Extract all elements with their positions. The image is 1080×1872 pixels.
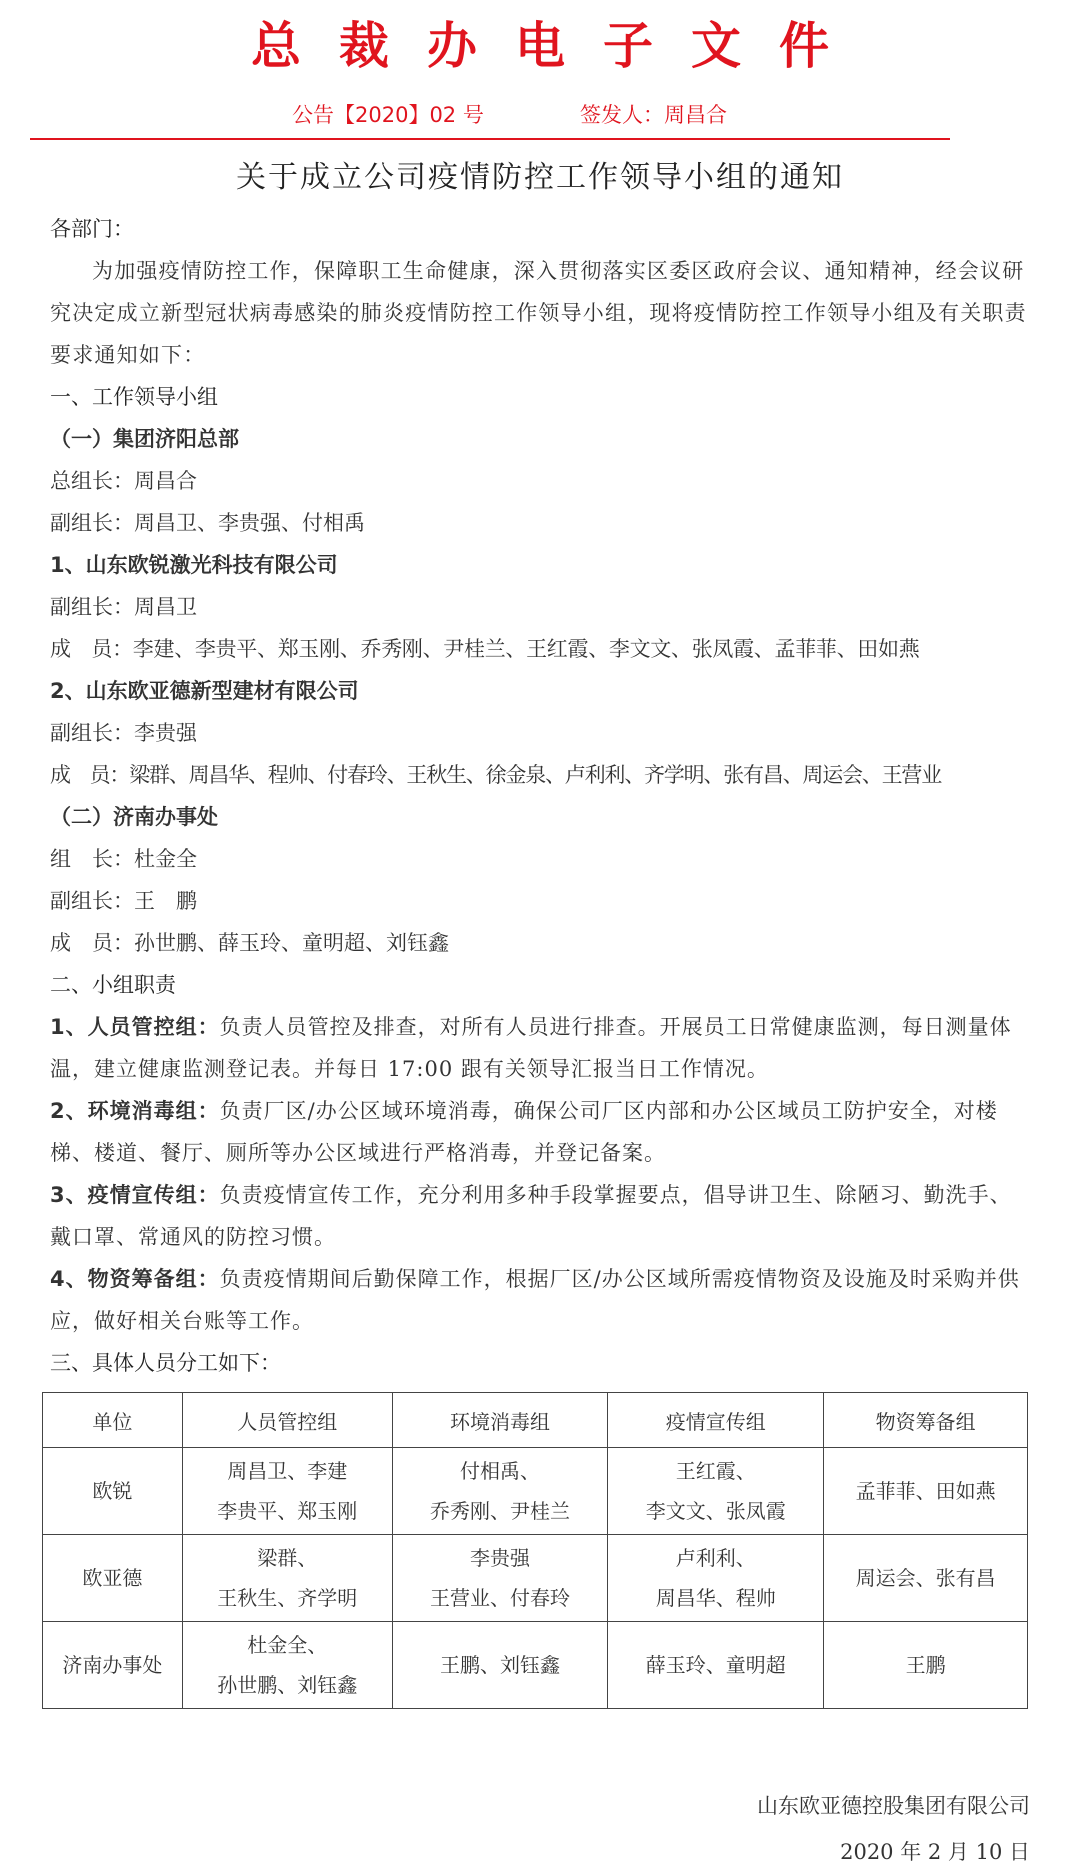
duty-item-3 <box>50 1174 1030 1258</box>
table-header-cell: 疫情宣传组 <box>608 1393 824 1448</box>
duty-label-2: 2、环境消毒组： <box>50 1099 220 1123</box>
notice-number: 公告【2020】02 号 <box>292 103 484 127</box>
duty-text-1: 负责人员管控及排查，对所有人员进行排查。开展员工日常健康监测，每日测量体温，建立健康监测登记表。并每日 17:00 跟有关领导汇报当日工作情况。 <box>50 1015 1012 1081</box>
table-cell <box>824 1535 1028 1622</box>
cell-line: 王营业、付春玲 <box>430 1586 571 1610</box>
table-cell <box>182 1448 392 1535</box>
cell-line: 梁群、 <box>257 1546 318 1570</box>
hq-deputy: 副组长：周昌卫、李贵强、付相禹 <box>50 511 365 535</box>
duty-label-1: 1、人员管控组： <box>50 1015 220 1039</box>
company1-members: 成 员：李建、李贵平、郑玉刚、乔秀刚、尹桂兰、王红霞、李文文、张凤霞、孟菲菲、田如燕 <box>50 637 920 661</box>
cell-line: 周运会、张有昌 <box>855 1566 996 1590</box>
cell-line: 薛玉玲、童明超 <box>645 1653 786 1677</box>
duty-item-1 <box>50 1006 1030 1090</box>
cell-line: 王秋生、齐学明 <box>217 1586 358 1610</box>
table-header-cell: 人员管控组 <box>182 1393 392 1448</box>
cell-line: 王鹏、刘钰鑫 <box>440 1653 561 1677</box>
table-cell <box>608 1622 824 1709</box>
duty-text-4: 负责疫情期间后勤保障工作，根据厂区/办公区域所需疫情物资及设施及时采购并供应，做好相关台账等工作。 <box>50 1267 1020 1333</box>
table-cell <box>608 1535 824 1622</box>
cell-line: 孟菲菲、田如燕 <box>855 1479 996 1503</box>
cell-line: 付相禹、 <box>460 1459 541 1483</box>
document-header-title: 总裁办电子文件 <box>251 17 867 75</box>
table-cell <box>608 1448 824 1535</box>
duty-label-3: 3、疫情宣传组： <box>50 1183 220 1207</box>
company2-heading: 2、山东欧亚德新型建材有限公司 <box>50 679 359 703</box>
cell-line: 王红霞、 <box>675 1459 756 1483</box>
table-cell <box>392 1448 608 1535</box>
section3-heading: 三、具体人员分工如下： <box>50 1351 281 1375</box>
cell-line: 卢利利、 <box>675 1546 756 1570</box>
company2-members: 成 员：梁群、周昌华、程帅、付春玲、王秋生、徐金泉、卢利利、齐学明、张有昌、周运会、王营业 <box>50 763 941 787</box>
cell-line: 王鹏 <box>905 1653 946 1677</box>
section2-heading: 二、小组职责 <box>50 973 176 997</box>
hq-heading: （一）集团济阳总部 <box>50 427 239 451</box>
cell-line: 周昌华、程帅 <box>655 1586 776 1610</box>
table-cell-unit: 欧锐 <box>43 1448 183 1535</box>
table-cell <box>392 1622 608 1709</box>
company1-deputy: 副组长：周昌卫 <box>50 595 197 619</box>
table-row <box>43 1448 1028 1535</box>
table-cell <box>824 1448 1028 1535</box>
assignment-table <box>42 1392 1028 1709</box>
cell-line: 李文文、张凤霞 <box>645 1499 786 1523</box>
notice-title: 关于成立公司疫情防控工作领导小组的通知 <box>236 160 844 195</box>
table-cell <box>182 1535 392 1622</box>
duty-text-3: 负责疫情宣传工作，充分利用多种手段掌握要点，倡导讲卫生、除陋习、勤洗手、戴口罩、常通风的防控习惯。 <box>50 1183 1012 1249</box>
company1-heading: 1、山东欧锐激光科技有限公司 <box>50 553 338 577</box>
issue-date: 2020 年 2 月 10 日 <box>840 1840 1030 1864</box>
signer: 签发人：周昌合 <box>580 103 727 127</box>
table-row <box>43 1622 1028 1709</box>
table-header-cell: 单位 <box>43 1393 183 1448</box>
table-cell-unit: 济南办事处 <box>43 1622 183 1709</box>
jinan-leader: 组 长：杜金全 <box>50 847 197 871</box>
header-divider <box>30 138 950 140</box>
duty-text-2: 负责厂区/办公区域环境消毒，确保公司厂区内部和办公区域员工防护安全，对楼梯、楼道、餐厅、厕所等办公区域进行严格消毒，并登记备案。 <box>50 1099 998 1165</box>
cell-line: 李贵强 <box>470 1546 531 1570</box>
cell-line: 李贵平、郑玉刚 <box>217 1499 358 1523</box>
table-cell <box>182 1622 392 1709</box>
table-cell <box>392 1535 608 1622</box>
table-header-cell: 物资筹备组 <box>824 1393 1028 1448</box>
company2-deputy: 副组长：李贵强 <box>50 721 197 745</box>
table-cell <box>824 1622 1028 1709</box>
hq-leader: 总组长：周昌合 <box>50 469 197 493</box>
cell-line: 孙世鹏、刘钰鑫 <box>217 1673 358 1697</box>
table-cell-unit: 欧亚德 <box>43 1535 183 1622</box>
salutation: 各部门： <box>50 217 134 241</box>
intro-paragraph: 为加强疫情防控工作，保障职工生命健康，深入贯彻落实区委区政府会议、通知精神，经会议研究决定成立新型冠状病毒感染的肺炎疫情防控工作领导小组，现将疫情防控工作领导小组及有关职责要求通知如下： <box>50 259 1027 367</box>
cell-line: 杜金全、 <box>247 1633 328 1657</box>
duty-label-4: 4、物资筹备组： <box>50 1267 220 1291</box>
jinan-heading: （二）济南办事处 <box>50 805 218 829</box>
table-header-cell: 环境消毒组 <box>392 1393 608 1448</box>
table-header-row <box>43 1393 1028 1448</box>
cell-line: 周昌卫、李建 <box>227 1459 348 1483</box>
jinan-members: 成 员：孙世鹏、薛玉玲、童明超、刘钰鑫 <box>50 931 449 955</box>
notice-body <box>50 208 1030 1384</box>
table-row <box>43 1535 1028 1622</box>
jinan-deputy: 副组长：王 鹏 <box>50 889 197 913</box>
section1-heading: 一、工作领导小组 <box>50 385 218 409</box>
issuing-company: 山东欧亚德控股集团有限公司 <box>757 1794 1030 1818</box>
cell-line: 乔秀刚、尹桂兰 <box>430 1499 571 1523</box>
duty-item-2 <box>50 1090 1030 1174</box>
duty-item-4 <box>50 1258 1030 1342</box>
